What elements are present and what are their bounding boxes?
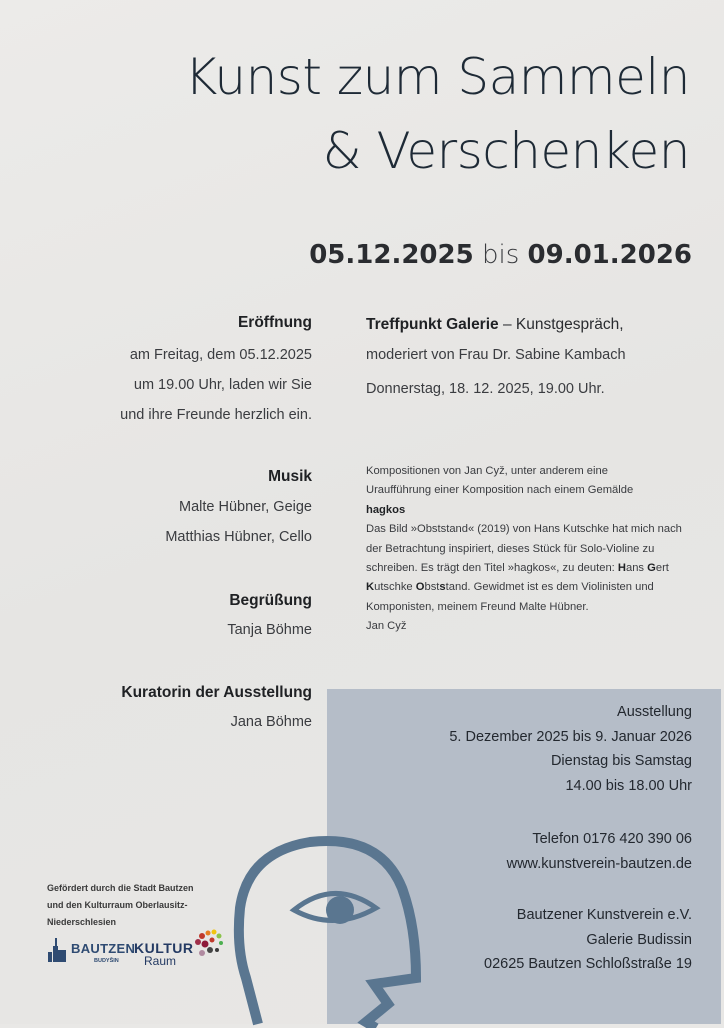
website-link[interactable]: www.kunstverein-bautzen.de (506, 855, 692, 872)
composition-text (366, 462, 706, 637)
text-line: um 19.00 Uhr, laden wir Sie (133, 377, 312, 393)
treffpunkt-heading (366, 314, 706, 336)
exhibition-hours: 14.00 bis 18.00 Uhr (565, 777, 692, 794)
text-line: Kompositionen von Jan Cyž, unter anderem eine (366, 465, 608, 477)
text-line: Jana Böhme (230, 714, 312, 730)
poster-title (185, 40, 690, 188)
contact-info (507, 827, 692, 876)
kulturraum-dots-icon (190, 926, 230, 966)
section-eroeffnung (52, 312, 312, 430)
text-line: am Freitag, dem 05.12.2025 (129, 347, 312, 363)
treffpunkt-title: Treffpunkt Galerie (366, 316, 499, 333)
section-kuratorin (52, 682, 312, 737)
exhibition-info (449, 700, 692, 798)
text-line: Uraufführung einer Komposition nach einem Gemälde (366, 484, 634, 497)
text-line: Tanja Böhme (227, 622, 312, 638)
address: 02625 Bautzen Schloßstraße 19 (484, 956, 692, 972)
phone-number: Telefon 0176 420 390 06 (532, 831, 692, 847)
title-line-2: & Verschenken (322, 122, 690, 180)
composition-title: hagkos (366, 503, 406, 516)
composition-signature: Jan Cyž (366, 620, 407, 633)
address-block (484, 903, 692, 977)
org-name: Bautzener Kunstverein e.V. (516, 907, 692, 923)
exhibition-days: Dienstag bis Samstag (550, 753, 692, 769)
date-range (309, 240, 692, 270)
text-line: der Betrachtung inspiriert, dieses Stück für Solo-Violine zu (366, 542, 655, 555)
section-heading: Musik (268, 468, 312, 485)
treffpunkt-date: Donnerstag, 18. 12. 2025, 19.00 Uhr. (366, 381, 605, 397)
text-line: Das Bild »Obststand« (2019) von Hans Kutschke hat mich nach (366, 523, 682, 536)
exhibition-label: Ausstellung (617, 704, 692, 720)
text-line-acrostic: Kutschke Obststand. Gewidmet ist es dem Violinisten und (366, 581, 654, 594)
section-musik (52, 466, 312, 552)
text-line-acrostic: schreiben. Es trägt den Titel »hagkos«, zu deuten: Hans Gert (366, 562, 669, 575)
text-line: Malte Hübner, Geige (179, 499, 312, 515)
text-line: und ihre Freunde herzlich ein. (120, 407, 312, 423)
gallery-name: Galerie Budissin (586, 931, 692, 948)
section-treffpunkt (366, 314, 706, 406)
text-line: Komponisten, meinem Freund Malte Hübner. (366, 600, 589, 613)
bautzen-tower-icon (47, 936, 69, 962)
head-illustration-icon (230, 828, 430, 1028)
section-begruessung (52, 590, 312, 645)
title-line-1: Kunst zum Sammeln (184, 48, 690, 106)
kulturraum-logo: KULTUR Raum (134, 926, 234, 966)
date-end: 09.01.2026 (527, 240, 692, 270)
date-start: 05.12.2025 (309, 240, 474, 270)
section-heading: Kuratorin der Ausstellung (121, 684, 312, 701)
sponsor-text: Gefördert durch die Stadt Bautzen und den Kulturraum Oberlausitz- Niederschlesien (47, 883, 194, 927)
section-heading: Eröffnung (237, 314, 312, 331)
text-line: Matthias Hübner, Cello (165, 529, 312, 545)
section-heading: Begrüßung (229, 592, 312, 609)
exhibition-dates: 5. Dezember 2025 bis 9. Januar 2026 (449, 728, 692, 745)
treffpunkt-moderator: moderiert von Frau Dr. Sabine Kambach (366, 347, 626, 363)
treffpunkt-subtitle: – Kunstgespräch, (498, 316, 624, 333)
date-separator: bis (481, 240, 520, 270)
